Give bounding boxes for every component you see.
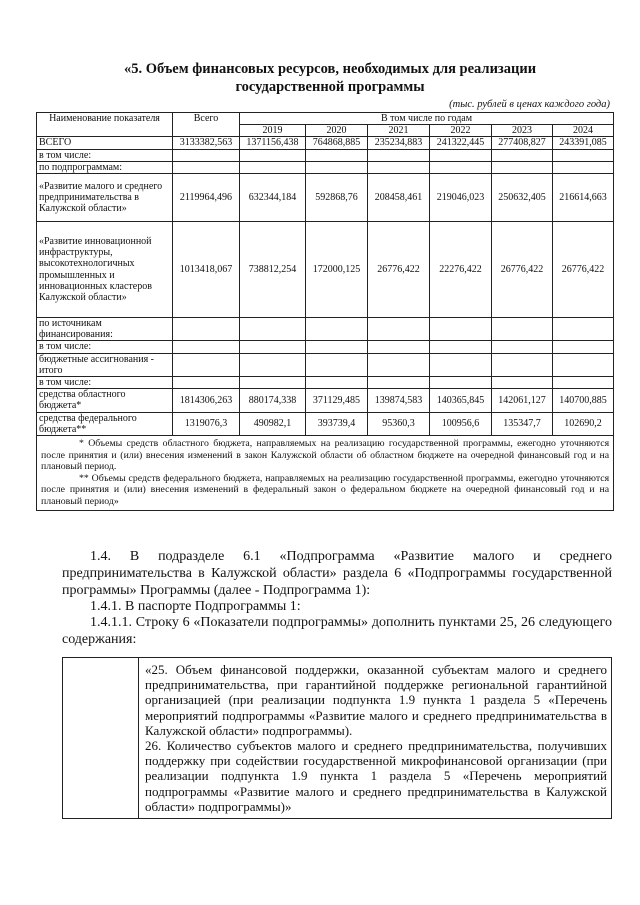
header-name-cell: Наименование показателя (37, 113, 173, 137)
cell-year-value (368, 341, 430, 353)
cell-year-value: 219046,023 (430, 174, 492, 222)
cell-year-value: 102690,2 (553, 412, 614, 435)
cell-year-value (306, 341, 368, 353)
insert-content-cell (139, 658, 612, 819)
cell-total: 2119964,496 (173, 174, 240, 222)
table-row (37, 353, 614, 376)
cell-year-value (492, 341, 553, 353)
cell-year-value (240, 377, 306, 389)
cell-year-value: 235234,883 (368, 137, 430, 149)
table-row (37, 137, 614, 149)
paragraph-1-4-1: 1.4.1. В паспорте Подпрограммы 1: (90, 599, 301, 614)
cell-year-value: 26776,422 (492, 222, 553, 318)
table-row (37, 318, 614, 341)
row-label: по подпрограммам: (37, 161, 173, 173)
table-row (37, 412, 614, 435)
cell-year-value (492, 377, 553, 389)
cell-year-value (553, 318, 614, 341)
row-label: по источникам финансирования: (37, 318, 173, 341)
cell-year-value: 100956,6 (430, 412, 492, 435)
table-row (37, 222, 614, 318)
cell-year-value (306, 318, 368, 341)
cell-year-value: 95360,3 (368, 412, 430, 435)
cell-year-value: 139874,583 (368, 389, 430, 412)
row-label: в том числе: (37, 341, 173, 353)
cell-total (173, 161, 240, 173)
cell-year-value (553, 161, 614, 173)
cell-year-value (240, 341, 306, 353)
cell-year-value (430, 161, 492, 173)
table-row (37, 174, 614, 222)
cell-year-value (430, 377, 492, 389)
table-footnotes (37, 436, 614, 511)
cell-year-value: 140700,885 (553, 389, 614, 412)
cell-year-value (368, 353, 430, 376)
cell-year-value (368, 377, 430, 389)
cell-total: 3133382,563 (173, 137, 240, 149)
cell-total: 1319076,3 (173, 412, 240, 435)
cell-year-value: 243391,085 (553, 137, 614, 149)
row-label: в том числе: (37, 377, 173, 389)
cell-year-value: 250632,405 (492, 174, 553, 222)
header-years-group: В том числе по годам (240, 113, 614, 125)
cell-total (173, 149, 240, 161)
cell-year-value (430, 318, 492, 341)
paragraph-1-4-1-1: 1.4.1.1. Строку 6 «Показатели подпрограммы» дополнить пунктами 25, 26 следующего содержания: (62, 615, 612, 647)
title-line-1: «5. Объем финансовых ресурсов, необходимых для реализации (123, 61, 537, 77)
cell-year-value: 490982,1 (240, 412, 306, 435)
insert-table (62, 657, 612, 819)
cell-total (173, 377, 240, 389)
cell-year-value: 216614,663 (553, 174, 614, 222)
cell-year-value: 738812,254 (240, 222, 306, 318)
cell-year-value (492, 161, 553, 173)
cell-year-value: 140365,845 (430, 389, 492, 412)
cell-year-value: 592868,76 (306, 174, 368, 222)
cell-year-value: 142061,127 (492, 389, 553, 412)
cell-total (173, 341, 240, 353)
cell-total: 1814306,263 (173, 389, 240, 412)
row-label: в том числе: (37, 149, 173, 161)
footnote-regional: * Объемы средств областного бюджета, направляемых на реализацию государственной программы, ежегодно уточняются после принятия и (или) внесения изменений в закон Калужской области об областном бюджете на очередной финансовый год и на плановый период. (41, 438, 610, 473)
table-row (37, 389, 614, 412)
table-row (37, 161, 614, 173)
insert-item-26: 26. Количество субъектов малого и среднего предпринимательства, получивших поддержку при содействии государственной микрофинансовой организации (при реализации подпункта 1.9 пункта 1 раздела 5 «Перечень мероприятий подпрограммы «Развитие малого и среднего предпринимательства в Калужской области» подпрограммы)» (145, 738, 607, 814)
financing-table (36, 112, 614, 511)
cell-year-value: 880174,338 (240, 389, 306, 412)
header-year: 2021 (368, 125, 430, 137)
cell-year-value: 172000,125 (306, 222, 368, 318)
cell-year-value: 22276,422 (430, 222, 492, 318)
cell-total (173, 318, 240, 341)
header-total-cell: Всего (173, 113, 240, 137)
cell-total (173, 353, 240, 376)
insert-empty-cell (63, 658, 139, 819)
paragraph-1-4: 1.4. В подразделе 6.1 «Подпрограмма «Развитие малого и среднего предпринимательства в Калужской области» раздела 6 «Подпрограммы государственной программы» Программы (далее - Подпрограмма 1): (62, 549, 612, 598)
header-year: 2023 (492, 125, 553, 137)
header-year: 2020 (306, 125, 368, 137)
row-label: ВСЕГО (37, 137, 173, 149)
row-label: средства областного бюджета* (37, 389, 173, 412)
section-title (60, 60, 600, 96)
header-year: 2024 (553, 125, 614, 137)
row-label: бюджетные ассигнования - итого (37, 353, 173, 376)
cell-year-value (368, 161, 430, 173)
cell-year-value (240, 318, 306, 341)
cell-year-value (492, 318, 553, 341)
cell-year-value: 241322,445 (430, 137, 492, 149)
cell-year-value (240, 149, 306, 161)
row-label: средства федерального бюджета** (37, 412, 173, 435)
cell-year-value: 632344,184 (240, 174, 306, 222)
row-label: «Развитие инновационной инфраструктуры, высокотехнологичных промышленных и инновационных кластеров Калужской области» (37, 222, 173, 318)
title-line-2: государственной программы (235, 79, 425, 95)
table-row (37, 149, 614, 161)
cell-year-value (492, 149, 553, 161)
cell-year-value (240, 161, 306, 173)
cell-year-value (368, 149, 430, 161)
footnote-federal: ** Объемы средств федерального бюджета, направляемых на реализацию государственной программы, ежегодно уточняются после принятия и (или) внесения изменений в федеральный закон о федеральном бюджете на очередной финансовый год и на плановый период» (41, 472, 610, 508)
cell-year-value (492, 353, 553, 376)
cell-year-value (306, 353, 368, 376)
units-note: (тыс. рублей в ценах каждого года) (449, 99, 610, 110)
cell-total: 1013418,067 (173, 222, 240, 318)
header-year: 2022 (430, 125, 492, 137)
cell-year-value (306, 161, 368, 173)
cell-year-value: 26776,422 (553, 222, 614, 318)
cell-year-value (553, 377, 614, 389)
cell-year-value (553, 149, 614, 161)
cell-year-value: 208458,461 (368, 174, 430, 222)
cell-year-value: 26776,422 (368, 222, 430, 318)
cell-year-value (430, 341, 492, 353)
table-row (37, 341, 614, 353)
cell-year-value (553, 353, 614, 376)
cell-year-value (430, 149, 492, 161)
table-row (37, 377, 614, 389)
cell-year-value: 135347,7 (492, 412, 553, 435)
cell-year-value (430, 353, 492, 376)
row-label: «Развитие малого и среднего предпринимательства в Калужской области» (37, 174, 173, 222)
cell-year-value (553, 341, 614, 353)
cell-year-value (368, 318, 430, 341)
insert-item-25: «25. Объем финансовой поддержки, оказанной субъектам малого и среднего предпринимательства, при гарантийной поддержке региональной гарантийной организацией (при реализации подпункта 1.9 пункта 1 раздела 5 «Перечень мероприятий подпрограммы «Развитие малого и среднего предпринимательства в Калужской области» подпрограммы). (145, 662, 607, 738)
header-year: 2019 (240, 125, 306, 137)
cell-year-value: 393739,4 (306, 412, 368, 435)
cell-year-value: 1371156,438 (240, 137, 306, 149)
cell-year-value (306, 377, 368, 389)
cell-year-value (306, 149, 368, 161)
cell-year-value: 371129,485 (306, 389, 368, 412)
cell-year-value: 277408,827 (492, 137, 553, 149)
cell-year-value: 764868,885 (306, 137, 368, 149)
cell-year-value (240, 353, 306, 376)
